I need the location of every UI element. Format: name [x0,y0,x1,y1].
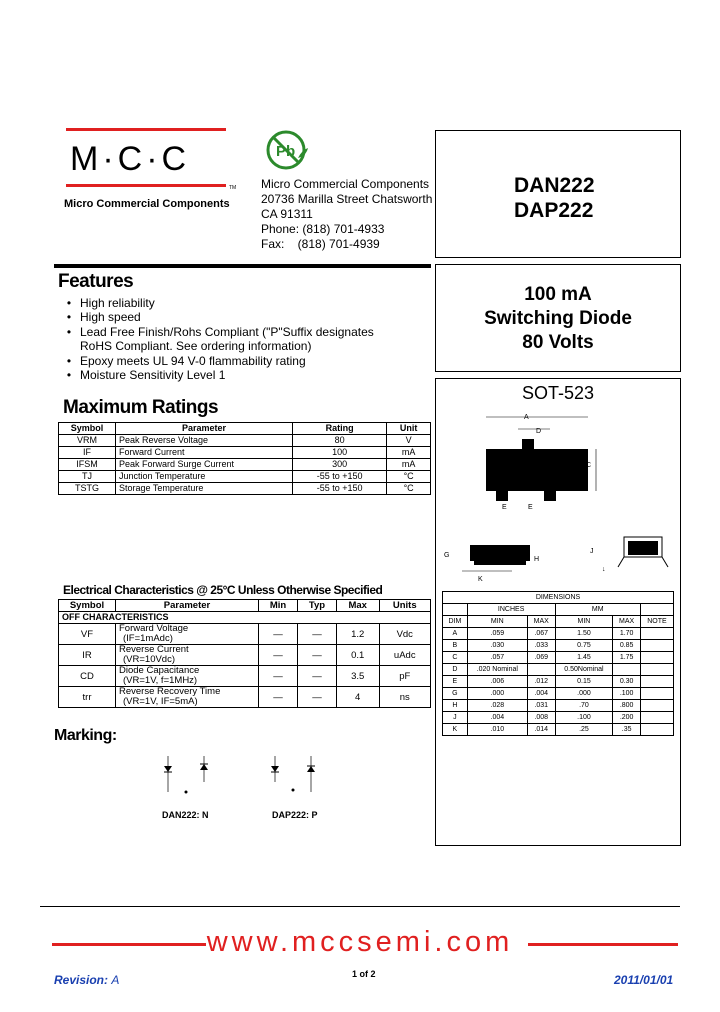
parameter-condition: (VR=1V, IF=5mA) [123,696,198,707]
table-cell: 0.85 [613,640,641,652]
table-cell: pF [379,666,430,687]
company-address [261,177,432,252]
table-row [59,459,431,471]
table-cell [640,700,673,712]
table-cell: — [298,687,337,708]
table-cell: 1.75 [613,652,641,664]
svg-text:G: G [444,552,450,559]
svg-text:A: A [524,414,529,421]
table-cell: °C [387,471,431,483]
table-cell: uAdc [379,645,430,666]
package-top-view [458,409,618,519]
max-ratings-table [58,422,431,495]
table-row [443,700,674,712]
table-row [443,664,674,676]
list-item: • Lead Free Finish/Rohs Compliant ("P"Suffix designates [66,324,374,339]
table-cell: D [443,664,468,676]
list-item: • High reliability [66,296,155,310]
col-header: Max [336,600,379,612]
table-cell: G [443,688,468,700]
svg-text:K: K [478,576,483,581]
table-cell [640,688,673,700]
table-cell: -55 to +150 [293,483,387,495]
table-cell: IR [59,645,116,666]
package-box [435,378,681,846]
table-cell: IFSM [59,459,116,471]
dim-header: MIN [467,616,527,628]
elec-title: Electrical Characteristics @ 25°C Unless Otherwise Specified [63,583,383,597]
table-cell: H [443,700,468,712]
table-cell: .200 [613,712,641,724]
parameter-name: Diode Capacitance [119,665,200,676]
table-cell: — [259,645,298,666]
table-cell: -55 to +150 [293,471,387,483]
description-box [435,264,681,372]
pb-label: Pb [276,143,296,160]
table-cell [640,628,673,640]
col-header: Symbol [59,600,116,612]
table-cell: V [387,435,431,447]
table-cell [640,712,673,724]
table-cell: TSTG [59,483,116,495]
table-cell: J [443,712,468,724]
parameter-name: Reverse Current [119,644,189,655]
table-cell: C [443,652,468,664]
trademark: TM [229,185,237,191]
table-row [443,676,674,688]
table-cell [640,724,673,736]
table-cell: mA [387,459,431,471]
table-cell: 0.75 [555,640,613,652]
elec-table [58,599,431,708]
table-cell: 4 [336,687,379,708]
parameter-cell [116,687,259,708]
table-cell [640,640,673,652]
table-cell [613,664,641,676]
table-cell: .000 [467,688,527,700]
table-cell: 1.70 [613,628,641,640]
col-header: Units [379,600,430,612]
svg-text:B: B [574,466,579,473]
list-item: • Epoxy meets UL 94 V-0 flammability rating [66,353,306,368]
svg-text:E: E [502,504,507,511]
list-item: RoHS Compliant. See ordering information) [80,339,312,354]
table-row [59,435,431,447]
table-row [443,724,674,736]
package-side-view [442,531,672,581]
dim-header: MAX [613,616,641,628]
dim-header: MAX [527,616,555,628]
logo-bottom-bar [66,184,226,187]
table-cell: .004 [527,688,555,700]
phone: Phone: (818) 701-4933 [261,222,385,236]
table-cell: .70 [555,700,613,712]
logo-top-bar [66,128,226,131]
table-cell: mA [387,447,431,459]
table-cell: .004 [467,712,527,724]
list-item: • High speed [66,310,141,325]
table-cell: .012 [527,676,555,688]
section-header: OFF CHARACTERISTICS [59,612,431,624]
features-title: Features [58,271,134,292]
dimensions-title: DIMENSIONS [443,592,674,604]
voltage-rating: 80 Volts [522,332,594,353]
col-header: Typ [298,600,337,612]
part-number: DAP222 [514,199,594,222]
table-row [443,628,674,640]
page-number: 1 of 2 [352,969,376,979]
table-cell: — [259,624,298,645]
table-cell: Storage Temperature [116,483,293,495]
address-line: Micro Commercial Components [261,177,430,191]
parameter-name: Reverse Recovery Time [119,686,221,697]
table-cell: 1.50 [555,628,613,640]
table-cell: .800 [613,700,641,712]
table-cell: .25 [555,724,613,736]
website-url[interactable]: www.mccsemi.com [206,926,514,958]
table-cell: 80 [293,435,387,447]
col-header: Min [259,600,298,612]
table-row [59,471,431,483]
table-cell: ns [379,687,430,708]
brand-name: Micro Commercial Components [64,198,230,210]
part-number: DAN222 [514,174,595,197]
dan222-marking-diagram [158,752,218,802]
table-cell: .031 [527,700,555,712]
pb-free-icon [262,128,312,172]
svg-text:H: H [534,556,540,563]
table-cell: trr [59,687,116,708]
address-line: 20736 Marilla Street Chatsworth [261,192,433,206]
table-cell: A [443,628,468,640]
table-row [443,712,674,724]
table-cell: Forward Current [116,447,293,459]
table-cell: Vdc [379,624,430,645]
dim-header: DIM [443,616,468,628]
table-cell: — [298,624,337,645]
table-cell: B [443,640,468,652]
table-cell: .010 [467,724,527,736]
table-cell: — [259,666,298,687]
part-number-box [435,130,681,258]
table-cell: .020 Nominal [467,664,527,676]
parameter-cell [116,645,259,666]
table-cell: .008 [527,712,555,724]
table-cell: 0.50Nominal [555,664,613,676]
footer-rule [40,906,680,907]
fax: Fax: (818) 701-4939 [261,237,380,251]
table-cell: .000 [555,688,613,700]
col-header: Symbol [59,423,116,435]
inches-header: INCHES [467,604,555,616]
address-line: CA 91311 [261,207,313,221]
dimensions-table [442,591,674,736]
table-cell: CD [59,666,116,687]
device-type: Switching Diode [484,308,632,329]
revision: Revision: A [54,973,120,987]
table-cell: °C [387,483,431,495]
table-cell [640,652,673,664]
table-cell: .033 [527,640,555,652]
dim-header: MIN [555,616,613,628]
table-cell: Peak Reverse Voltage [116,435,293,447]
table-cell: E [443,676,468,688]
table-cell: .35 [613,724,641,736]
table-cell [527,664,555,676]
svg-text:D: D [536,428,542,435]
revision-date: 2011/01/01 [614,973,674,987]
table-cell: — [259,687,298,708]
dan222-marking: DAN222: N [162,810,209,820]
col-header: Parameter [116,600,259,612]
list-item: • Moisture Sensitivity Level 1 [66,368,226,383]
current-rating: 100 mA [524,284,592,305]
table-row [443,652,674,664]
table-cell: K [443,724,468,736]
table-cell: .059 [467,628,527,640]
table-cell: Junction Temperature [116,471,293,483]
table-cell: .057 [467,652,527,664]
marking-title: Marking: [54,727,117,744]
parameter-cell [116,624,259,645]
table-cell: VRM [59,435,116,447]
table-row [59,447,431,459]
parameter-condition: (IF=1mAdc) [123,633,173,644]
table-cell: — [298,666,337,687]
dap222-marking: DAP222: P [272,810,318,820]
table-row [443,688,674,700]
table-cell: 1.45 [555,652,613,664]
parameter-condition: (VR=1V, f=1MHz) [123,675,198,686]
mcc-logo: M·C·C [70,140,191,178]
table-cell: .014 [527,724,555,736]
parameter-cell [116,666,259,687]
table-cell: .030 [467,640,527,652]
svg-text:↓: ↓ [602,566,606,573]
parameter-name: Forward Voltage [119,623,189,634]
table-cell: .006 [467,676,527,688]
table-row [59,483,431,495]
table-cell: 0.30 [613,676,641,688]
table-row [59,666,431,687]
table-cell: VF [59,624,116,645]
table-cell [640,676,673,688]
col-header: Unit [387,423,431,435]
table-cell: IF [59,447,116,459]
table-cell: 100 [293,447,387,459]
table-row [59,624,431,645]
table-row [59,687,431,708]
table-cell: .069 [527,652,555,664]
svg-text:E: E [528,504,533,511]
table-cell: .067 [527,628,555,640]
parameter-condition: (VR=10Vdc) [123,654,176,665]
table-cell: .100 [555,712,613,724]
package-name: SOT-523 [521,383,595,403]
table-cell: 3.5 [336,666,379,687]
table-cell: 0.1 [336,645,379,666]
table-cell: Peak Forward Surge Current [116,459,293,471]
table-cell: .100 [613,688,641,700]
features-list [58,296,374,382]
dap222-marking-diagram [265,752,325,802]
footer-right-bar [528,943,678,946]
table-cell: TJ [59,471,116,483]
col-header: Rating [293,423,387,435]
table-cell [640,664,673,676]
table-cell: 300 [293,459,387,471]
features-rule [54,264,431,268]
table-cell: .028 [467,700,527,712]
mm-header: MM [555,604,640,616]
svg-text:J: J [590,548,594,555]
table-row [59,645,431,666]
table-cell: 0.15 [555,676,613,688]
dim-header: NOTE [640,616,673,628]
table-cell: 1.2 [336,624,379,645]
max-ratings-title: Maximum Ratings [63,397,219,418]
table-row [443,640,674,652]
col-header: Parameter [116,423,293,435]
svg-text:C: C [586,462,592,469]
table-cell: — [298,645,337,666]
